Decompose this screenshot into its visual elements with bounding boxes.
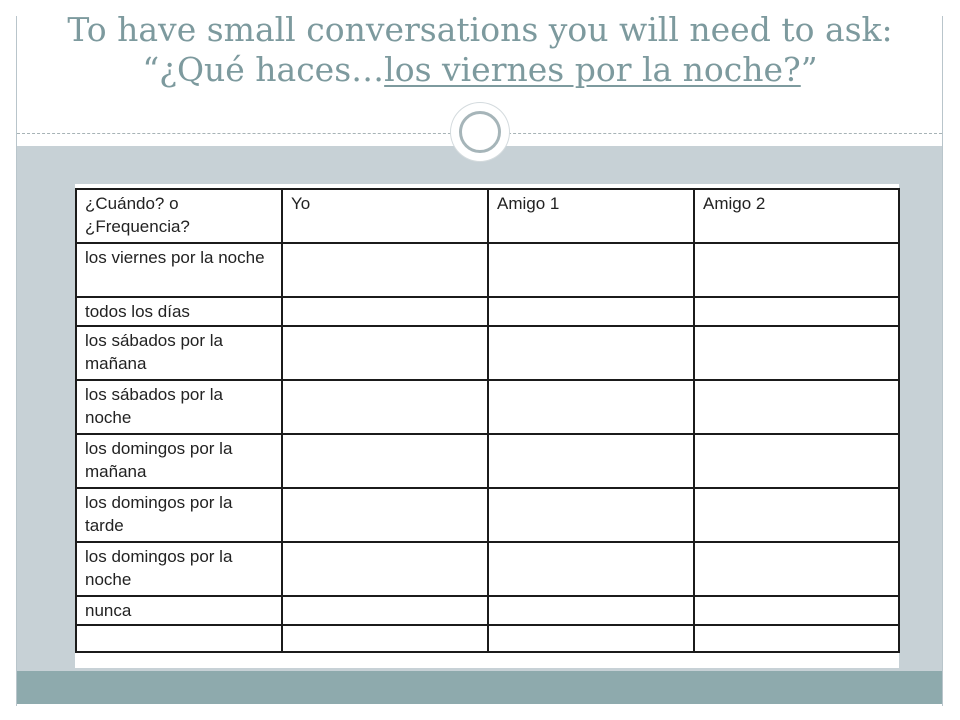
answer-cell[interactable]: [694, 297, 899, 326]
answer-cell[interactable]: [282, 243, 488, 297]
answer-cell[interactable]: [282, 596, 488, 625]
answer-cell[interactable]: [282, 380, 488, 434]
worksheet: [75, 184, 899, 668]
table-row: [76, 625, 899, 652]
answer-cell[interactable]: [282, 434, 488, 488]
row-label: los domingos por la tarde: [76, 488, 282, 542]
table-row: [76, 243, 899, 297]
slide-title: [0, 10, 960, 90]
table-row: [76, 596, 899, 625]
table-header-row: [76, 189, 899, 243]
answer-cell[interactable]: [282, 326, 488, 380]
title-underlined-phrase: los viernes por la noche?: [384, 50, 801, 89]
table-row: [76, 434, 899, 488]
row-label: los domingos por la noche: [76, 542, 282, 596]
answer-cell[interactable]: [694, 542, 899, 596]
circle-ornament-icon: [451, 103, 509, 161]
answer-cell[interactable]: [488, 596, 694, 625]
answer-cell[interactable]: [694, 596, 899, 625]
row-label[interactable]: [76, 625, 282, 652]
row-label: nunca: [76, 596, 282, 625]
table-row: [76, 326, 899, 380]
answer-cell[interactable]: [488, 380, 694, 434]
title-line-1: To have small conversations you will need to ask:: [67, 10, 893, 49]
answer-cell[interactable]: [488, 243, 694, 297]
answer-cell[interactable]: [488, 625, 694, 652]
answer-cell[interactable]: [282, 625, 488, 652]
table-row: [76, 380, 899, 434]
header-cell-yo: Yo: [282, 189, 488, 243]
table-row: [76, 542, 899, 596]
header-cell-amigo-1: Amigo 1: [488, 189, 694, 243]
answer-cell[interactable]: [488, 297, 694, 326]
row-label: los domingos por la mañana: [76, 434, 282, 488]
answer-cell[interactable]: [694, 625, 899, 652]
answer-cell[interactable]: [488, 326, 694, 380]
footer-bar: [17, 671, 942, 704]
row-label: los sábados por la noche: [76, 380, 282, 434]
answer-cell[interactable]: [694, 434, 899, 488]
answer-cell[interactable]: [694, 488, 899, 542]
row-label: los sábados por la mañana: [76, 326, 282, 380]
header-cell-amigo-2: Amigo 2: [694, 189, 899, 243]
answer-cell[interactable]: [694, 243, 899, 297]
row-label: los viernes por la noche: [76, 243, 282, 297]
title-close-quote: ”: [800, 50, 818, 89]
answer-cell[interactable]: [282, 488, 488, 542]
header-cell-when: ¿Cuándo? o ¿Frequencia?: [76, 189, 282, 243]
title-open-quote: “¿Qué haces…: [142, 50, 385, 89]
table-row: [76, 297, 899, 326]
answer-cell[interactable]: [694, 326, 899, 380]
answer-cell[interactable]: [282, 297, 488, 326]
answer-cell[interactable]: [694, 380, 899, 434]
table-row: [76, 488, 899, 542]
frequency-table: [75, 188, 900, 653]
answer-cell[interactable]: [488, 488, 694, 542]
answer-cell[interactable]: [488, 542, 694, 596]
answer-cell[interactable]: [282, 542, 488, 596]
row-label: todos los días: [76, 297, 282, 326]
title-line-2: [0, 50, 960, 90]
answer-cell[interactable]: [488, 434, 694, 488]
